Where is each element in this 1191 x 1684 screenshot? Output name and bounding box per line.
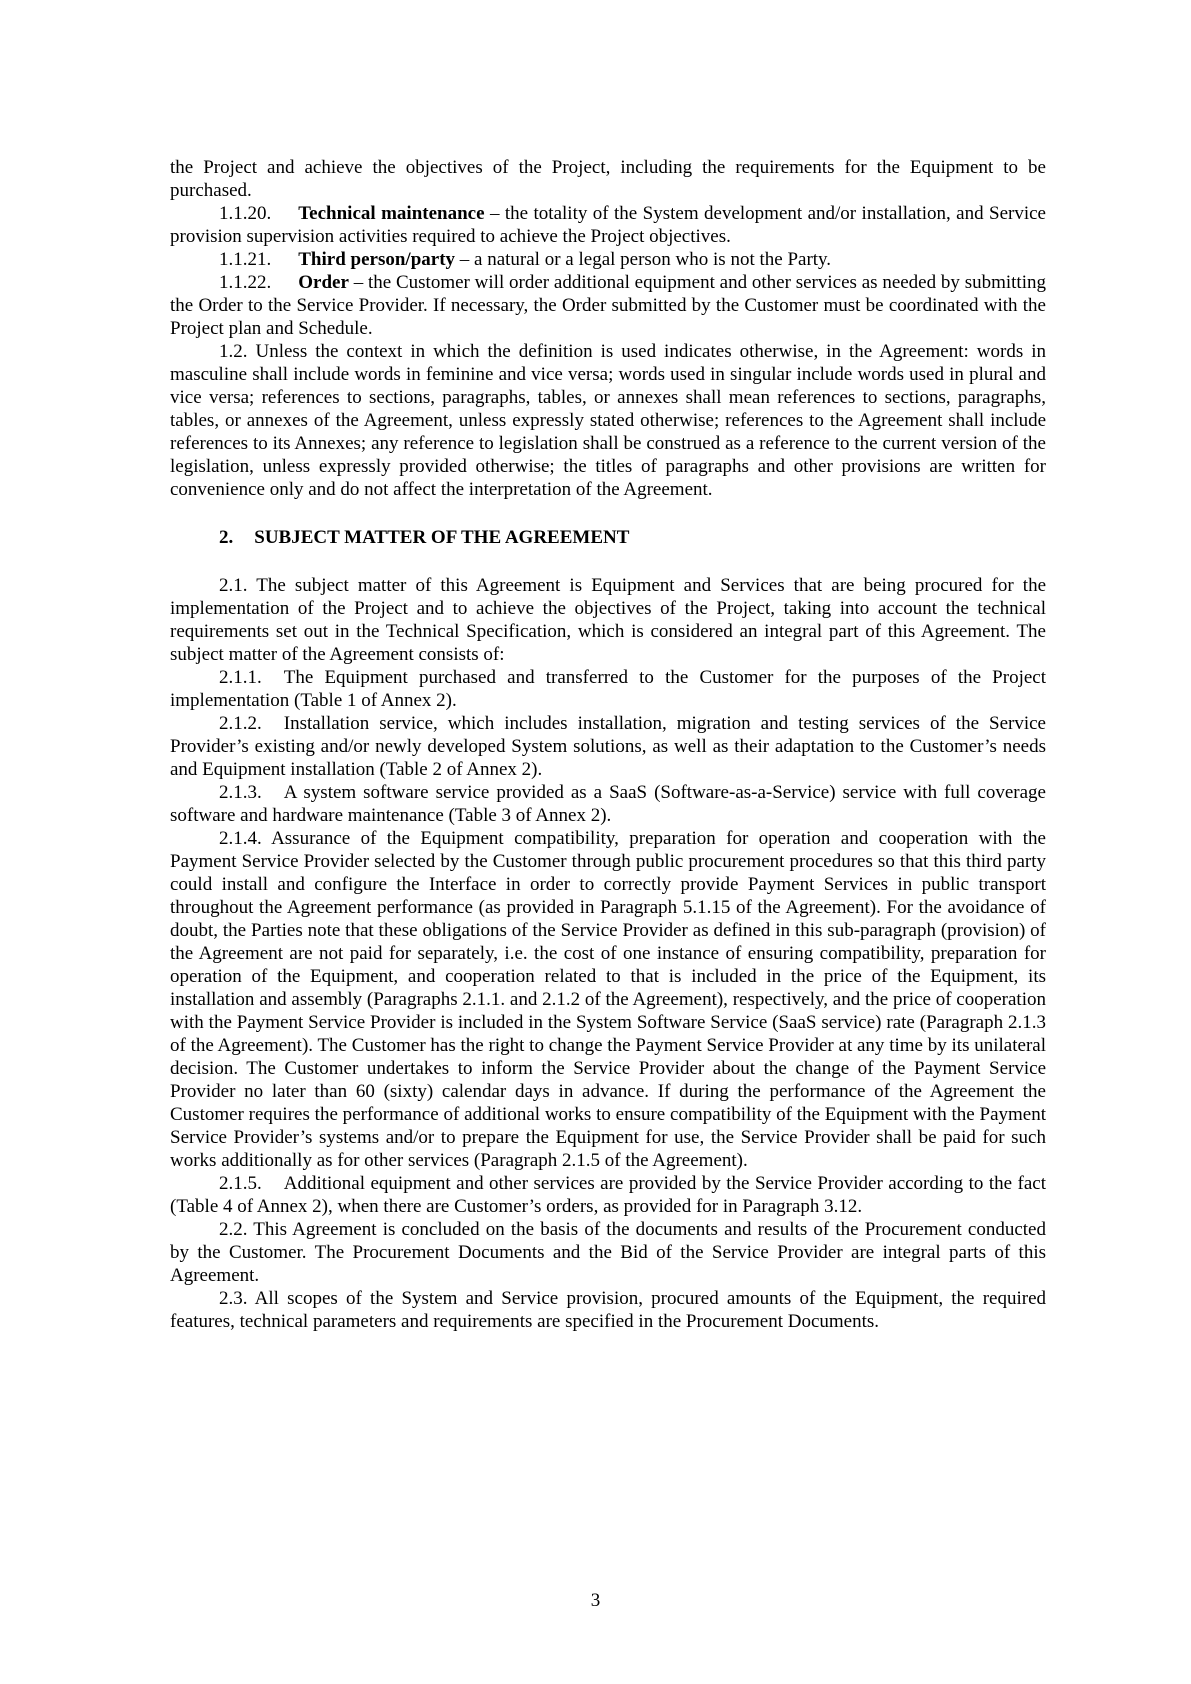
- defined-term: Third person/party: [298, 249, 456, 270]
- section-number: 2.: [219, 527, 234, 548]
- clause-text: – the totality of the System development and/or installation, and Service provision supervision activities required to achieve the Project objectives.: [170, 203, 1046, 247]
- section-title: SUBJECT MATTER OF THE AGREEMENT: [254, 527, 630, 548]
- clause-2-2: 2.2. This Agreement is concluded on the basis of the documents and results of the Procurement conducted by the Customer. The Procurement Documents and the Bid of the Service Provider are integral parts of this Agreement.: [170, 1219, 1046, 1286]
- clause-1-1-20: [170, 202, 1046, 248]
- clause-text: – a natural or a legal person who is not the Party.: [455, 249, 832, 270]
- clause-1-1-21: [170, 248, 1046, 271]
- clause-2-1-4: 2.1.4. Assurance of the Equipment compatibility, preparation for operation and cooperation with the Payment Service Provider selected by the Customer through public procurement procedures so that this third party could install and configure the Interface in order to correctly provide Payment Services in public transport throughout the Agreement performance (as provided in Paragraph 5.1.15 of the Agreement). For the avoidance of doubt, the Parties note that these obligations of the Service Provider as defined in this sub-paragraph (provision) of the Agreement are not paid for separately, i.e. the cost of one instance of ensuring compatibility, preparation for operation of the Equipment, and cooperation related to that is included in the price of the Equipment, its installation and assembly (Paragraphs 2.1.1. and 2.1.2 of the Agreement), respectively, and the price of cooperation with the Payment Service Provider is included in the System Software Service (SaaS service) rate (Paragraph 2.1.3 of the Agreement). The Customer has the right to change the Payment Service Provider at any time by its unilateral decision. The Customer undertakes to inform the Service Provider about the change of the Payment Service Provider no later than 60 (sixty) calendar days in advance. If during the performance of the Agreement the Customer requires the performance of additional works to ensure compatibility of the Equipment with the Payment Service Provider’s systems and/or to prepare the Equipment for use, the Service Provider shall be paid for such works additionally as for other services (Paragraph 2.1.5 of the Agreement).: [170, 828, 1046, 1171]
- clause-2-1: 2.1. The subject matter of this Agreement is Equipment and Services that are being procured for the implementation of the Project and to achieve the objectives of the Project, taking into account the technical requirements set out in the Technical Specification, which is considered an integral part of this Agreement. The subject matter of the Agreement consists of:: [170, 575, 1046, 665]
- clause-number: 1.1.21.: [219, 249, 272, 270]
- clause-number: 2.1.5.: [219, 1173, 262, 1194]
- clause-1-2: 1.2. Unless the context in which the definition is used indicates otherwise, in the Agreement: words in masculine shall include words in feminine and vice versa; words used in singular include words used in plural and vice versa; references to sections, paragraphs, tables, or annexes shall mean references to sections, paragraphs, tables, or annexes of the Agreement, unless expressly stated otherwise; references to the Agreement shall include references to its Annexes; any reference to legislation shall be construed as a reference to the current version of the legislation, unless expressly provided otherwise; the titles of paragraphs and other provisions are written for convenience only and do not affect the interpretation of the Agreement.: [170, 341, 1046, 500]
- clause-text: Installation service, which includes installation, migration and testing services of the Service Provider’s existing and/or newly developed System solutions, as well as their adaptation to the Customer’s needs and Equipment installation (Table 2 of Annex 2).: [170, 713, 1046, 780]
- clause-number: 2.1.3.: [219, 782, 262, 803]
- clause-text: A system software service provided as a SaaS (Software-as-a-Service) service with full coverage software and hardware maintenance (Table 3 of Annex 2).: [170, 782, 1046, 826]
- defined-term: Technical maintenance: [298, 203, 485, 224]
- page-number: 3: [590, 1590, 601, 1611]
- clause-number: 2.1.2.: [219, 713, 262, 734]
- clause-2-1-2: [170, 712, 1046, 781]
- clause-number: 1.1.22.: [219, 272, 272, 293]
- defined-term: Order: [298, 272, 349, 293]
- clause-2-1-5: [170, 1172, 1046, 1218]
- clause-number: 1.1.20.: [219, 203, 272, 224]
- clause-text: The Equipment purchased and transferred to the Customer for the purposes of the Project implementation (Table 1 of Annex 2).: [170, 667, 1046, 711]
- clause-2-1-3: [170, 781, 1046, 827]
- section-heading-2: [170, 526, 1046, 549]
- clause-2-1-1: [170, 666, 1046, 712]
- paragraph-continuation: the Project and achieve the objectives of the Project, including the requirements for the Equipment to be purchased.: [170, 157, 1046, 201]
- clause-text: – the Customer will order additional equipment and other services as needed by submitting the Order to the Service Provider. If necessary, the Order submitted by the Customer must be coordinated with the Project plan and Schedule.: [170, 272, 1046, 339]
- clause-2-3: 2.3. All scopes of the System and Service provision, procured amounts of the Equipment, the required features, technical parameters and requirements are specified in the Procurement Documents.: [170, 1288, 1046, 1332]
- clause-number: 2.1.1.: [219, 667, 262, 688]
- clause-text: Additional equipment and other services are provided by the Service Provider according to the fact (Table 4 of Annex 2), when there are Customer’s orders, as provided for in Paragraph 3.12.: [170, 1173, 1046, 1217]
- clause-1-1-22: [170, 271, 1046, 340]
